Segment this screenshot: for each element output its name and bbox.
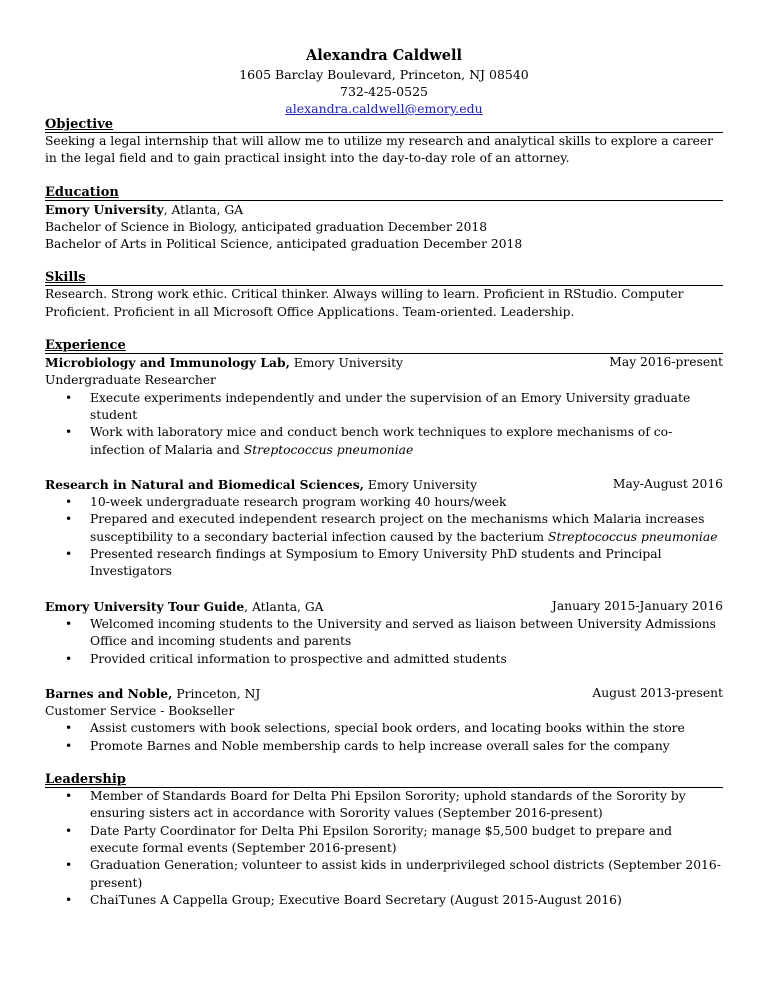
degree-2: Bachelor of Arts in Political Science, anticipated graduation December 2018 bbox=[45, 237, 523, 252]
bullet-item: • Provided critical information to prospective and admitted students bbox=[65, 651, 507, 666]
job-org: Microbiology and Immunology Lab, bbox=[45, 355, 290, 371]
bullet-species: Streptococcus pneumoniae bbox=[243, 442, 414, 457]
bullet-text: Presented research findings at Symposium to Emory University PhD students and Principal Investigators bbox=[90, 547, 662, 579]
education-title: Education bbox=[45, 185, 723, 201]
bullet-item: • Welcomed incoming students to the University and served as liaison between University Admissions Office and incoming students and parents bbox=[65, 616, 716, 649]
job-role: Undergraduate Researcher bbox=[45, 373, 216, 388]
school-location: , Atlanta, GA bbox=[163, 202, 244, 217]
bullet-text: Promote Barnes and Noble membership cards to help increase overall sales for the company bbox=[90, 738, 670, 753]
objective-section bbox=[45, 117, 723, 168]
experience-section bbox=[45, 338, 723, 755]
job-role: Customer Service - Bookseller bbox=[45, 704, 235, 719]
job-org-location: , Atlanta, GA bbox=[244, 599, 324, 614]
bullet-text: Graduation Generation; volunteer to assist kids in underprivileged school districts (September 2016-present) bbox=[90, 858, 721, 890]
experience-title: Experience bbox=[45, 338, 723, 354]
job-org-location: Emory University bbox=[289, 356, 403, 371]
school-line bbox=[45, 201, 723, 219]
bullet-text: Execute experiments independently and under the supervision of an Emory University graduate student bbox=[90, 390, 691, 422]
bullet-item: • Graduation Generation; volunteer to assist kids in underprivileged school districts (September 2016-present) bbox=[65, 858, 721, 890]
job-bullets bbox=[45, 494, 723, 580]
job-org: Emory University Tour Guide bbox=[45, 598, 245, 614]
candidate-name: Alexandra Caldwell bbox=[305, 47, 463, 64]
bullet-item: • Presented research findings at Symposium to Emory University PhD students and Principal Investigators bbox=[65, 547, 662, 579]
objective-title: Objective bbox=[45, 117, 723, 133]
bullet-text: Date Party Coordinator for Delta Phi Epsilon Sorority; manage $5,500 budget to prepare and execute formal events (September 2016-present) bbox=[90, 823, 673, 855]
bullet-text: Provided critical information to prospective and admitted students bbox=[90, 651, 507, 666]
job-org: Barnes and Noble, bbox=[45, 685, 173, 701]
job-date: May-August 2016 bbox=[612, 476, 723, 491]
job-bullets bbox=[45, 390, 723, 459]
bullet-text: Welcomed incoming students to the University and served as liaison between University Admissions Office and incoming students and parents bbox=[90, 616, 716, 649]
resume-header bbox=[45, 46, 723, 117]
resume-page bbox=[45, 46, 723, 909]
email-link[interactable]: alexandra.caldwell@emory.edu bbox=[285, 101, 483, 116]
job-header bbox=[45, 476, 723, 494]
bullet-text: ChaiTunes A Cappella Group; Executive Board Secretary (August 2015-August 2016) bbox=[90, 892, 622, 907]
degree-1: Bachelor of Science in Biology, anticipated graduation December 2018 bbox=[45, 219, 488, 234]
bullet-species: Streptococcus pneumoniae bbox=[548, 529, 718, 544]
job-entry bbox=[45, 598, 723, 668]
address: 1605 Barclay Boulevard, Princeton, NJ 08540 bbox=[239, 67, 529, 82]
bullet-item: • Assist customers with book selections, special book orders, and locating books within the store bbox=[65, 721, 685, 736]
bullet-item: • Date Party Coordinator for Delta Phi Epsilon Sorority; manage $5,500 budget to prepare and execute formal events (September 2016-present) bbox=[65, 823, 673, 855]
leadership-section bbox=[45, 772, 723, 909]
job-bullets bbox=[45, 616, 723, 668]
bullet-item: • ChaiTunes A Cappella Group; Executive Board Secretary (August 2015-August 2016) bbox=[65, 892, 622, 907]
skills-section bbox=[45, 270, 723, 321]
phone: 732-425-0525 bbox=[340, 84, 428, 99]
job-date: May 2016-present bbox=[609, 355, 723, 370]
job-date: January 2015-January 2016 bbox=[551, 598, 723, 613]
job-bullets bbox=[45, 720, 723, 755]
job-entry bbox=[45, 354, 723, 459]
job-entry bbox=[45, 685, 723, 755]
job-header bbox=[45, 598, 723, 616]
job-org-location: Emory University bbox=[363, 477, 478, 492]
bullet-text: 10-week undergraduate research program working 40 hours/week bbox=[90, 495, 507, 510]
bullet-item: • Work with laboratory mice and conduct bench work techniques to explore mechanisms of co-infection of Malaria and Streptococcus pneumoniae bbox=[65, 425, 673, 457]
job-org: Research in Natural and Biomedical Sciences, bbox=[45, 476, 364, 492]
education-section bbox=[45, 185, 723, 254]
bullet-item: • Promote Barnes and Noble membership cards to help increase overall sales for the company bbox=[65, 738, 670, 753]
bullet-item: • Prepared and executed independent research project on the mechanisms which Malaria increases susceptibility to a secondary bacterial infection caused by the bacterium Streptococcus pneumoniae bbox=[65, 512, 718, 544]
school-name: Emory University bbox=[45, 201, 164, 217]
bullet-item: • Member of Standards Board for Delta Phi Epsilon Sorority; uphold standards of the Sorority by ensuring sisters act in accordance with Sorority values (September 2016-present) bbox=[65, 789, 686, 821]
bullet-item: • Execute experiments independently and under the supervision of an Emory University graduate student bbox=[65, 390, 691, 422]
job-date: August 2013-present bbox=[592, 685, 723, 700]
leadership-title: Leadership bbox=[45, 772, 723, 788]
bullet-item: • 10-week undergraduate research program working 40 hours/week bbox=[65, 495, 507, 510]
job-header bbox=[45, 685, 723, 703]
bullet-text: Work with laboratory mice and conduct bench work techniques to explore mechanisms of co-infection of Malaria and bbox=[90, 425, 673, 457]
bullet-text: Prepared and executed independent research project on the mechanisms which Malaria increases susceptibility to a secondary bacterial infection caused by the bacterium bbox=[90, 512, 705, 544]
skills-title: Skills bbox=[45, 270, 723, 286]
skills-text: Research. Strong work ethic. Critical thinker. Always willing to learn. Proficient in RStudio. Computer Proficient. Proficient in all Microsoft Office Applications. Team-oriented. Leadership. bbox=[45, 287, 684, 319]
job-header bbox=[45, 354, 723, 372]
bullet-text: Assist customers with book selections, special book orders, and locating books within the store bbox=[90, 721, 685, 736]
job-org-location: Princeton, NJ bbox=[172, 686, 261, 701]
bullet-text: Member of Standards Board for Delta Phi Epsilon Sorority; uphold standards of the Sorority by ensuring sisters act in accordance with Sorority values (September 2016-present) bbox=[90, 789, 686, 821]
objective-text: Seeking a legal internship that will allow me to utilize my research and analytical skills to explore a career in the legal field and to gain practical insight into the day-to-day role of an attorney. bbox=[45, 134, 714, 166]
leadership-bullets bbox=[45, 788, 723, 909]
job-entry bbox=[45, 476, 723, 581]
